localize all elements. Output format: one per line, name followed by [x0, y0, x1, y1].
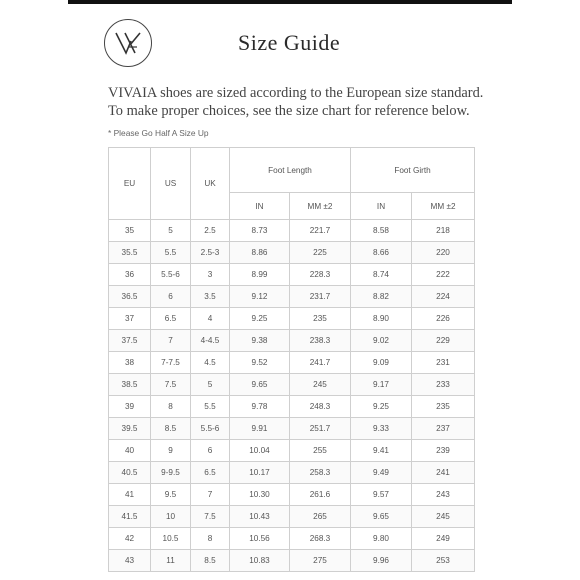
cell-us: 9.5 — [151, 484, 191, 506]
cell-us: 7 — [151, 330, 191, 352]
cell-girth-in: 8.74 — [351, 264, 412, 286]
header-length-in: IN — [230, 193, 290, 220]
cell-uk: 5.5-6 — [191, 418, 230, 440]
cell-girth-mm: 231 — [412, 352, 475, 374]
header-girth-mm: MM ±2 — [412, 193, 475, 220]
intro-line-1: VIVAIA shoes are sized according to the European size standard. — [108, 85, 484, 101]
cell-length-in: 10.30 — [230, 484, 290, 506]
cell-us: 6 — [151, 286, 191, 308]
cell-girth-in: 9.96 — [351, 550, 412, 572]
cell-us: 8.5 — [151, 418, 191, 440]
cell-length-in: 10.83 — [230, 550, 290, 572]
cell-eu: 35 — [109, 220, 151, 242]
cell-length-in: 8.86 — [230, 242, 290, 264]
header-length-mm: MM ±2 — [290, 193, 351, 220]
cell-eu: 40.5 — [109, 462, 151, 484]
cell-girth-in: 9.49 — [351, 462, 412, 484]
size-chart-table — [108, 147, 475, 572]
cell-length-in: 9.65 — [230, 374, 290, 396]
table-row — [109, 308, 475, 330]
cell-uk: 5 — [191, 374, 230, 396]
header-girth-in: IN — [351, 193, 412, 220]
intro-line-2: To make proper choices, see the size chart for reference below. — [108, 103, 470, 119]
cell-girth-mm: 237 — [412, 418, 475, 440]
cell-eu: 41.5 — [109, 506, 151, 528]
cell-eu: 42 — [109, 528, 151, 550]
cell-us: 6.5 — [151, 308, 191, 330]
cell-eu: 36 — [109, 264, 151, 286]
cell-length-in: 10.04 — [230, 440, 290, 462]
table-row — [109, 220, 475, 242]
cell-us: 8 — [151, 396, 191, 418]
cell-length-mm: 258.3 — [290, 462, 351, 484]
cell-us: 7-7.5 — [151, 352, 191, 374]
cell-us: 5 — [151, 220, 191, 242]
cell-length-mm: 275 — [290, 550, 351, 572]
cell-girth-mm: 222 — [412, 264, 475, 286]
header-uk: UK — [191, 148, 230, 220]
cell-length-mm: 225 — [290, 242, 351, 264]
cell-girth-in: 8.82 — [351, 286, 412, 308]
cell-length-in: 9.12 — [230, 286, 290, 308]
cell-length-mm: 265 — [290, 506, 351, 528]
table-row — [109, 286, 475, 308]
cell-uk: 8.5 — [191, 550, 230, 572]
table-row — [109, 462, 475, 484]
cell-uk: 2.5-3 — [191, 242, 230, 264]
cell-girth-in: 8.66 — [351, 242, 412, 264]
cell-length-in: 10.43 — [230, 506, 290, 528]
cell-girth-mm: 233 — [412, 374, 475, 396]
cell-uk: 3.5 — [191, 286, 230, 308]
cell-girth-mm: 224 — [412, 286, 475, 308]
cell-length-in: 9.25 — [230, 308, 290, 330]
cell-girth-mm: 245 — [412, 506, 475, 528]
cell-eu: 39.5 — [109, 418, 151, 440]
cell-eu: 37.5 — [109, 330, 151, 352]
table-row — [109, 506, 475, 528]
cell-girth-in: 8.90 — [351, 308, 412, 330]
cell-uk: 4 — [191, 308, 230, 330]
cell-length-mm: 238.3 — [290, 330, 351, 352]
cell-length-mm: 261.6 — [290, 484, 351, 506]
cell-us: 11 — [151, 550, 191, 572]
cell-length-in: 8.73 — [230, 220, 290, 242]
cell-us: 10.5 — [151, 528, 191, 550]
intro-text — [108, 84, 508, 120]
cell-length-in: 9.38 — [230, 330, 290, 352]
top-bar — [68, 0, 512, 4]
cell-eu: 38 — [109, 352, 151, 374]
table-row — [109, 418, 475, 440]
cell-length-mm: 228.3 — [290, 264, 351, 286]
cell-girth-in: 8.58 — [351, 220, 412, 242]
table-header-row — [109, 148, 475, 193]
table-row — [109, 352, 475, 374]
cell-girth-in: 9.41 — [351, 440, 412, 462]
header-foot-length: Foot Length — [230, 148, 351, 193]
cell-girth-mm: 220 — [412, 242, 475, 264]
cell-girth-mm: 239 — [412, 440, 475, 462]
table-row — [109, 374, 475, 396]
cell-uk: 8 — [191, 528, 230, 550]
table-row — [109, 330, 475, 352]
cell-uk: 4.5 — [191, 352, 230, 374]
cell-girth-mm: 226 — [412, 308, 475, 330]
cell-girth-in: 9.57 — [351, 484, 412, 506]
cell-girth-in: 9.33 — [351, 418, 412, 440]
cell-length-mm: 231.7 — [290, 286, 351, 308]
cell-girth-in: 9.17 — [351, 374, 412, 396]
cell-uk: 2.5 — [191, 220, 230, 242]
cell-girth-mm: 253 — [412, 550, 475, 572]
cell-uk: 6 — [191, 440, 230, 462]
cell-girth-in: 9.25 — [351, 396, 412, 418]
cell-us: 10 — [151, 506, 191, 528]
brand-logo — [104, 19, 152, 67]
cell-length-mm: 251.7 — [290, 418, 351, 440]
cell-eu: 40 — [109, 440, 151, 462]
cell-eu: 38.5 — [109, 374, 151, 396]
cell-eu: 39 — [109, 396, 151, 418]
cell-length-mm: 241.7 — [290, 352, 351, 374]
cell-girth-mm: 229 — [412, 330, 475, 352]
cell-length-in: 9.91 — [230, 418, 290, 440]
table-row — [109, 440, 475, 462]
cell-girth-mm: 218 — [412, 220, 475, 242]
cell-us: 7.5 — [151, 374, 191, 396]
cell-us: 9-9.5 — [151, 462, 191, 484]
cell-eu: 36.5 — [109, 286, 151, 308]
cell-eu: 35.5 — [109, 242, 151, 264]
table-row — [109, 550, 475, 572]
cell-length-mm: 268.3 — [290, 528, 351, 550]
cell-girth-in: 9.65 — [351, 506, 412, 528]
page-title: Size Guide — [238, 30, 341, 55]
table-row — [109, 396, 475, 418]
header-foot-girth: Foot Girth — [351, 148, 475, 193]
cell-girth-mm: 249 — [412, 528, 475, 550]
cell-us: 5.5-6 — [151, 264, 191, 286]
cell-uk: 6.5 — [191, 462, 230, 484]
cell-girth-mm: 243 — [412, 484, 475, 506]
cell-us: 5.5 — [151, 242, 191, 264]
cell-length-mm: 255 — [290, 440, 351, 462]
cell-girth-in: 9.80 — [351, 528, 412, 550]
cell-uk: 5.5 — [191, 396, 230, 418]
cell-length-in: 8.99 — [230, 264, 290, 286]
cell-eu: 41 — [109, 484, 151, 506]
header-us: US — [151, 148, 191, 220]
cell-length-in: 10.17 — [230, 462, 290, 484]
header-eu: EU — [109, 148, 151, 220]
cell-length-mm: 221.7 — [290, 220, 351, 242]
cell-length-mm: 235 — [290, 308, 351, 330]
cell-length-mm: 245 — [290, 374, 351, 396]
cell-uk: 3 — [191, 264, 230, 286]
cell-eu: 43 — [109, 550, 151, 572]
va-monogram-icon — [113, 30, 143, 56]
cell-length-in: 10.56 — [230, 528, 290, 550]
cell-us: 9 — [151, 440, 191, 462]
cell-length-in: 9.78 — [230, 396, 290, 418]
cell-eu: 37 — [109, 308, 151, 330]
cell-girth-mm: 235 — [412, 396, 475, 418]
table-row — [109, 484, 475, 506]
cell-uk: 4-4.5 — [191, 330, 230, 352]
cell-girth-mm: 241 — [412, 462, 475, 484]
table-row — [109, 528, 475, 550]
cell-uk: 7 — [191, 484, 230, 506]
cell-girth-in: 9.02 — [351, 330, 412, 352]
table-row — [109, 264, 475, 286]
table-row — [109, 242, 475, 264]
cell-length-mm: 248.3 — [290, 396, 351, 418]
cell-girth-in: 9.09 — [351, 352, 412, 374]
cell-uk: 7.5 — [191, 506, 230, 528]
cell-length-in: 9.52 — [230, 352, 290, 374]
size-note: * Please Go Half A Size Up — [108, 128, 209, 138]
